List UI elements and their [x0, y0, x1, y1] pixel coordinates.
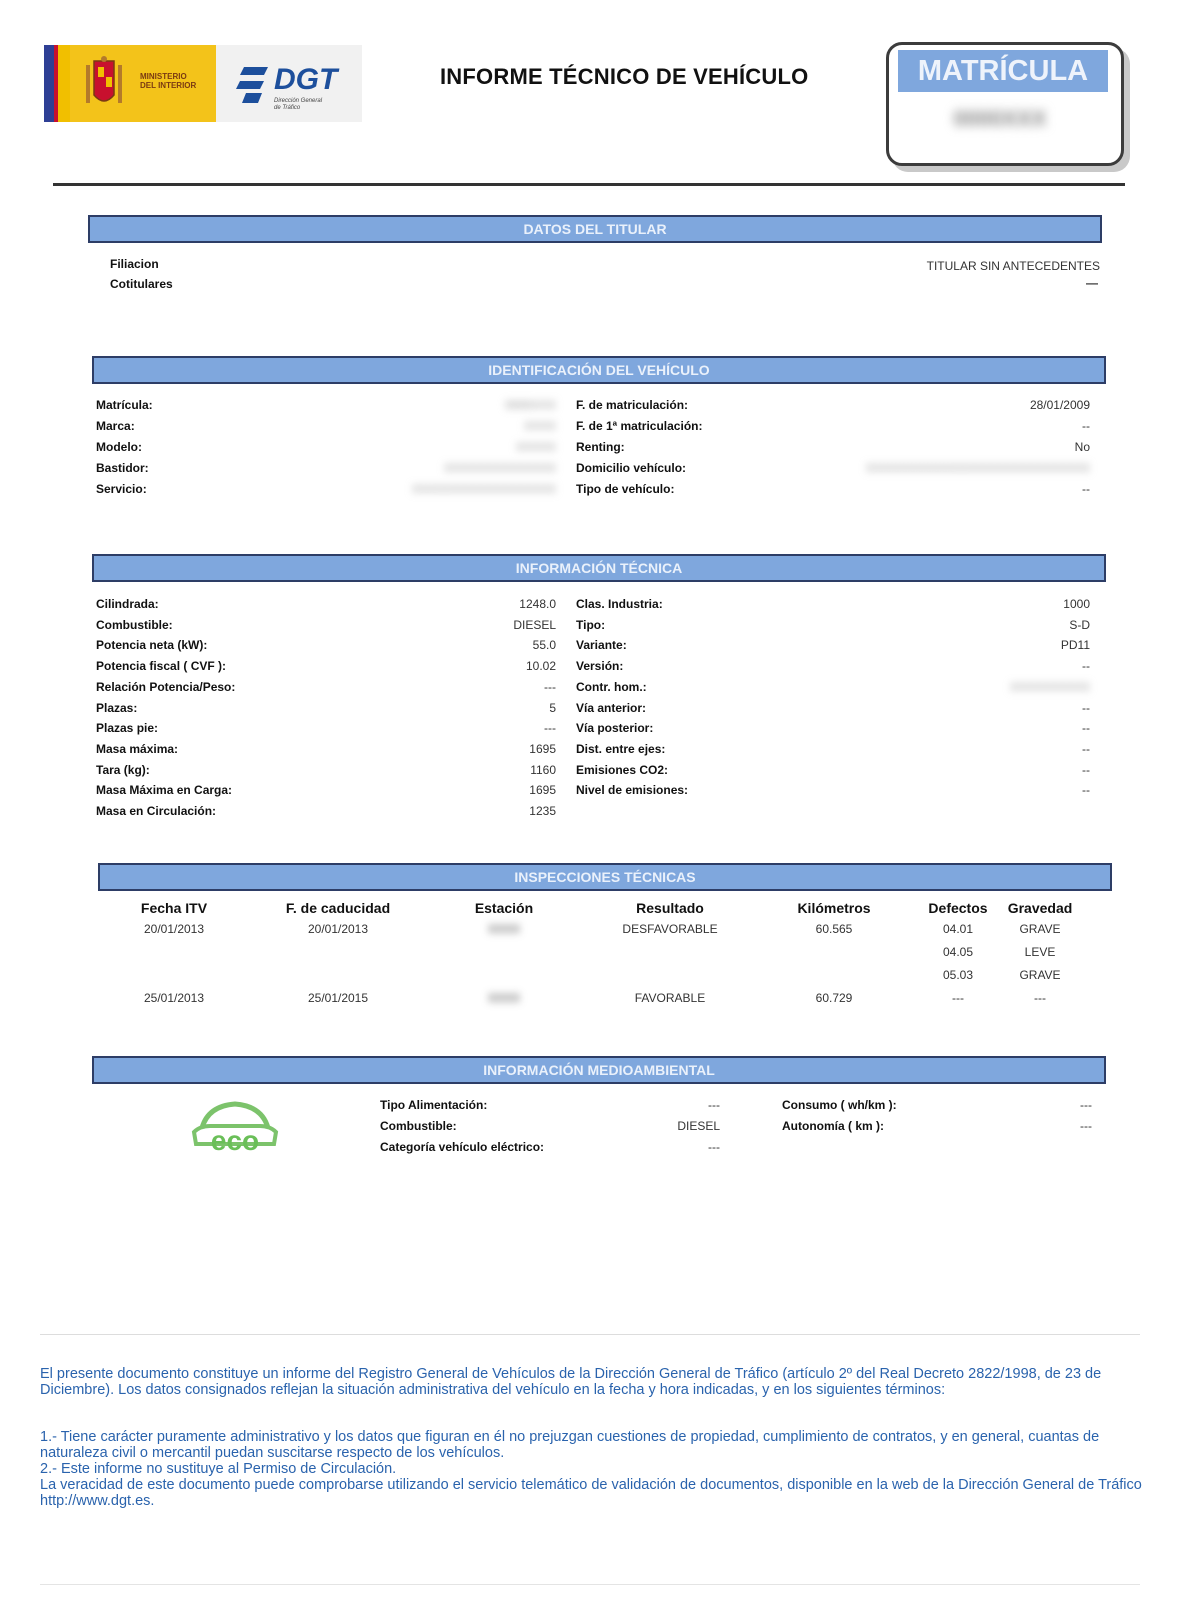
section-tecnica-header: INFORMACIÓN TÉCNICA	[92, 554, 1106, 582]
tec-left-value: 5	[549, 700, 556, 715]
inspecciones-cell-fecha: 25/01/2013	[143, 991, 205, 1005]
tec-right-value: --	[1082, 783, 1090, 798]
tec-left-value: 55.0	[532, 638, 556, 653]
section-titular-header: DATOS DEL TITULAR	[88, 215, 1102, 243]
med-left-label: Tipo Alimentación:	[380, 1098, 488, 1112]
tec-right-label: Contr. hom.:	[576, 679, 647, 694]
footer-paragraph-4: La veracidad de este documento puede comprobarse utilizando el servicio telemático de validación de documentos, disponible en la web de la Dirección General de Tráfico http://www.dgt.es.	[40, 1477, 1142, 1509]
tec-left-label: Masa Máxima en Carga:	[96, 783, 233, 798]
inspecciones-cell-defecto: ---	[952, 991, 964, 1005]
ident-right-value: No	[1074, 440, 1090, 454]
inspecciones-col-header: Kilómetros	[797, 900, 871, 916]
eu-stripe	[44, 45, 54, 122]
tec-right-value: --	[1082, 741, 1090, 756]
tec-right-value: PD11	[1060, 638, 1090, 653]
inspecciones-cell-defecto: 05.03	[942, 968, 974, 982]
tec-left-value: 1235	[529, 804, 556, 818]
tec-left-label: Potencia neta (kW):	[96, 638, 208, 653]
inspecciones-cell-defecto: 04.05	[942, 945, 974, 959]
ident-left-value: 0000XXX	[505, 398, 556, 412]
tec-left-value: ---	[544, 679, 556, 694]
tec-right-label: Dist. entre ejes:	[576, 741, 666, 756]
section-medioambiental-header: INFORMACIÓN MEDIOAMBIENTAL	[92, 1056, 1106, 1084]
ident-right-label: F. de 1ª matriculación:	[576, 419, 703, 433]
ident-right-value: --	[1082, 419, 1090, 433]
header-divider	[53, 183, 1125, 186]
inspecciones-cell-km: 60.729	[815, 991, 853, 1005]
tec-right-label: Vía posterior:	[576, 721, 654, 736]
tec-left-value: 1160	[530, 762, 556, 777]
med-right-label: Consumo ( wh/km ):	[782, 1098, 897, 1112]
ident-right-label: F. de matriculación:	[576, 398, 689, 412]
footer-paragraph-2: 1.- Tiene carácter puramente administrativo y los datos que figuran en él no prejuzgan cuestiones de propiedad, cumplimiento de contratos, y en general, cuantas de naturaleza civil o mercantil puedan suscitarse respecto de los vehículos.	[40, 1429, 1100, 1461]
inspecciones-col-header: Fecha ITV	[140, 900, 208, 916]
inspecciones-cell-fecha: 20/01/2013	[143, 922, 205, 936]
inspecciones-cell-caducidad: 20/01/2013	[307, 922, 369, 936]
tec-left-value: DIESEL	[513, 617, 556, 632]
inspecciones-cell-estacion: XXXX	[487, 922, 520, 936]
tec-right-value: --	[1082, 700, 1090, 715]
ministerio-text: MINISTERIO DEL INTERIOR	[140, 72, 197, 90]
inspecciones-cell-estacion: XXXX	[487, 991, 520, 1005]
inspecciones-col-header: Estación	[474, 900, 534, 916]
ident-left-value: XXXXXXXXXXXXXXXXXX	[411, 482, 556, 496]
matricula-label: MATRÍCULA	[898, 50, 1108, 92]
inspecciones-col-header: F. de caducidad	[285, 900, 391, 916]
cotitulares-label: Cotitulares	[110, 277, 173, 291]
tec-left-value: 1248.0	[519, 597, 556, 611]
tec-left-value: 1695	[529, 783, 556, 798]
ident-left-label: Marca:	[96, 419, 135, 433]
inspecciones-col-header: Resultado	[636, 900, 704, 916]
tec-left-label: Masa en Circulación:	[96, 804, 217, 818]
inspecciones-col-header: Gravedad	[1007, 900, 1073, 916]
inspecciones-cell-resultado: DESFAVORABLE	[622, 922, 718, 936]
tec-right-value: 1000	[1063, 597, 1090, 611]
tec-left-label: Relación Potencia/Peso:	[96, 679, 236, 694]
tec-left-label: Plazas pie:	[96, 721, 159, 736]
ident-right-value: 28/01/2009	[1029, 398, 1090, 412]
inspecciones-cell-resultado: FAVORABLE	[634, 991, 706, 1005]
section-identificacion-header: IDENTIFICACIÓN DEL VEHÍCULO	[92, 356, 1106, 384]
tec-left-value: ---	[544, 721, 556, 736]
tec-right-label: Vía anterior:	[576, 700, 647, 715]
tec-right-value: --	[1082, 721, 1090, 736]
tec-left-value: 10.02	[525, 659, 556, 674]
footer-divider	[40, 1334, 1140, 1335]
tec-right-label: Variante:	[576, 638, 627, 653]
ident-right-value: XXXXXXXXXXXXXXXXXXXXXXXXXXXX	[865, 461, 1090, 475]
inspecciones-cell-caducidad: 25/01/2015	[307, 991, 369, 1005]
filiacion-value: TITULAR SIN ANTECEDENTES	[926, 259, 1100, 273]
med-left-label: Categoría vehículo eléctrico:	[380, 1140, 545, 1154]
tec-left-label: Combustible:	[96, 617, 173, 632]
med-right-value: ---	[1080, 1119, 1092, 1133]
eco-car-icon	[190, 1098, 280, 1158]
tec-left-label: Masa máxima:	[96, 741, 179, 756]
svg-text:eco: eco	[210, 1125, 260, 1156]
inspecciones-cell-gravedad: GRAVE	[1019, 922, 1061, 936]
flag-stripe-yellow	[58, 45, 70, 122]
footer-paragraph-3: 2.- Este informe no sustituye al Permiso de Circulación.	[40, 1461, 397, 1477]
ident-left-value: XXXXX	[515, 440, 556, 454]
ident-right-label: Domicilio vehículo:	[576, 461, 687, 475]
tec-left-label: Potencia fiscal ( CVF ):	[96, 659, 227, 674]
dgt-logo-subtitle: Dirección General de Tráfico	[274, 98, 323, 111]
med-left-value: ---	[708, 1140, 720, 1154]
tec-right-label: Emisiones CO2:	[576, 762, 669, 777]
document-title: INFORME TÉCNICO DE VEHÍCULO	[440, 64, 809, 89]
tec-left-label: Tara (kg):	[96, 762, 150, 777]
tec-left-label: Cilindrada:	[96, 597, 159, 611]
ident-left-label: Bastidor:	[96, 461, 149, 475]
cotitulares-value: —	[1086, 276, 1098, 290]
footer-paragraph-1: El presente documento constituye un informe del Registro General de Vehículos de la Dirección General de Tráfico (artículo 2º del Real Decreto 2822/1998, de 23 de Diciembre). Los datos consignados reflejan la situación administrativa del vehículo en la fecha y hora indicadas, y en los siguientes términos:	[40, 1366, 1102, 1398]
filiacion-label: Filiacion	[110, 257, 159, 271]
ident-left-label: Matrícula:	[96, 398, 153, 412]
tec-right-value: S-D	[1069, 617, 1090, 632]
med-left-label: Combustible:	[380, 1119, 457, 1133]
ident-left-label: Servicio:	[96, 482, 147, 496]
matricula-value: 0000XXX	[953, 106, 1047, 131]
dgt-mark-icon	[234, 63, 274, 107]
coat-of-arms-icon	[80, 55, 128, 113]
section-inspecciones-header: INSPECCIONES TÉCNICAS	[98, 863, 1112, 891]
inspecciones-cell-gravedad: LEVE	[1024, 945, 1056, 959]
ident-left-value: XXXXXXXXXXXXXX	[443, 461, 556, 475]
tec-right-label: Nivel de emisiones:	[576, 783, 689, 798]
tec-left-label: Plazas:	[96, 700, 138, 715]
ident-right-label: Renting:	[576, 440, 625, 454]
ident-left-label: Modelo:	[96, 440, 142, 454]
inspecciones-cell-gravedad: GRAVE	[1019, 968, 1061, 982]
tec-right-label: Tipo:	[576, 617, 606, 632]
tec-right-value: XXXXXXXXXX	[1009, 679, 1090, 694]
med-left-value: ---	[708, 1098, 720, 1112]
med-right-value: ---	[1080, 1098, 1092, 1112]
inspecciones-col-header: Defectos	[928, 900, 988, 916]
tec-right-value: --	[1082, 762, 1090, 777]
med-right-label: Autonomía ( km ):	[782, 1119, 884, 1133]
tec-left-value: 1695	[529, 741, 556, 756]
inspecciones-cell-defecto: 04.01	[942, 922, 974, 936]
dgt-logo-text: DGT	[274, 63, 338, 96]
tec-right-value: --	[1082, 659, 1090, 674]
med-left-value: DIESEL	[677, 1119, 720, 1133]
ident-left-value: XXXX	[523, 419, 556, 433]
ident-right-label: Tipo de vehículo:	[576, 482, 675, 496]
inspecciones-cell-km: 60.565	[815, 922, 853, 936]
inspecciones-cell-gravedad: ---	[1034, 991, 1046, 1005]
tec-right-label: Versión:	[576, 659, 624, 674]
bottom-divider	[40, 1584, 1140, 1585]
tec-right-label: Clas. Industria:	[576, 597, 663, 611]
ident-right-value: --	[1082, 482, 1090, 496]
